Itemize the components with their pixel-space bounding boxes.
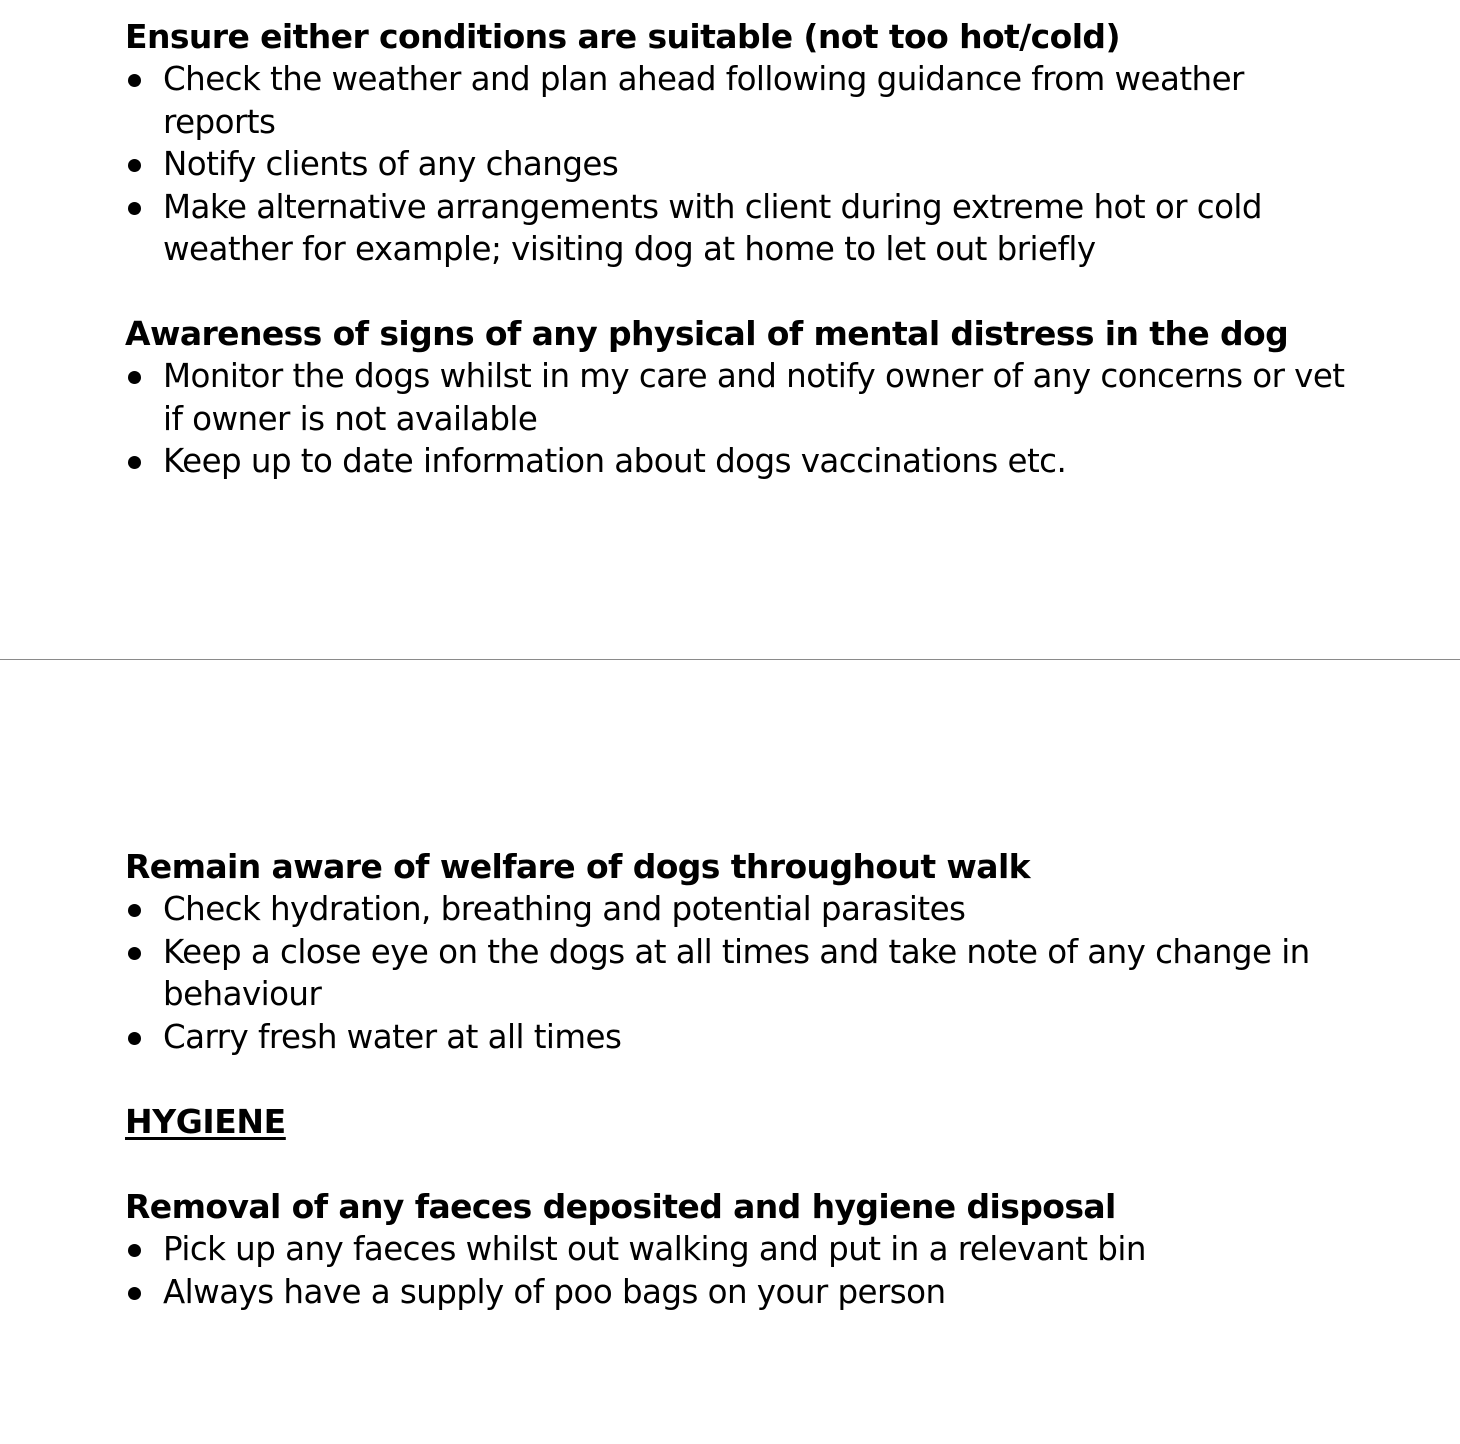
bullet-list	[125, 58, 1355, 271]
bullet-list	[125, 355, 1355, 483]
section-heading: Removal of any faeces deposited and hygiene disposal	[125, 1187, 1116, 1226]
list-item: Carry fresh water at all times	[125, 1016, 1355, 1059]
bullet-list	[125, 888, 1355, 1058]
list-item: Keep up to date information about dogs vaccinations etc.	[125, 440, 1355, 483]
list-item: Make alternative arrangements with client during extreme hot or cold weather for example; visiting dog at home to let out briefly	[125, 186, 1355, 271]
section-heading: Ensure either conditions are suitable (not too hot/cold)	[125, 17, 1120, 56]
list-item: Check the weather and plan ahead following guidance from weather reports	[125, 58, 1355, 143]
bullet-list	[125, 1228, 1355, 1313]
faeces-section	[125, 1186, 1355, 1313]
section-heading: Remain aware of welfare of dogs throughout walk	[125, 847, 1031, 886]
hygiene-title-block	[125, 1101, 1355, 1143]
page-divider	[0, 659, 1460, 660]
hygiene-title: HYGIENE	[125, 1102, 286, 1141]
list-item: Check hydration, breathing and potential parasites	[125, 888, 1355, 931]
section-heading: Awareness of signs of any physical of mental distress in the dog	[125, 314, 1289, 353]
distress-section	[125, 313, 1355, 483]
list-item: Notify clients of any changes	[125, 143, 1355, 186]
list-item: Always have a supply of poo bags on your person	[125, 1271, 1355, 1314]
welfare-section	[125, 846, 1355, 1058]
weather-section	[125, 16, 1355, 271]
list-item: Pick up any faeces whilst out walking and put in a relevant bin	[125, 1228, 1355, 1271]
list-item: Keep a close eye on the dogs at all times and take note of any change in behaviour	[125, 931, 1355, 1016]
list-item: Monitor the dogs whilst in my care and notify owner of any concerns or vet if owner is not available	[125, 355, 1355, 440]
